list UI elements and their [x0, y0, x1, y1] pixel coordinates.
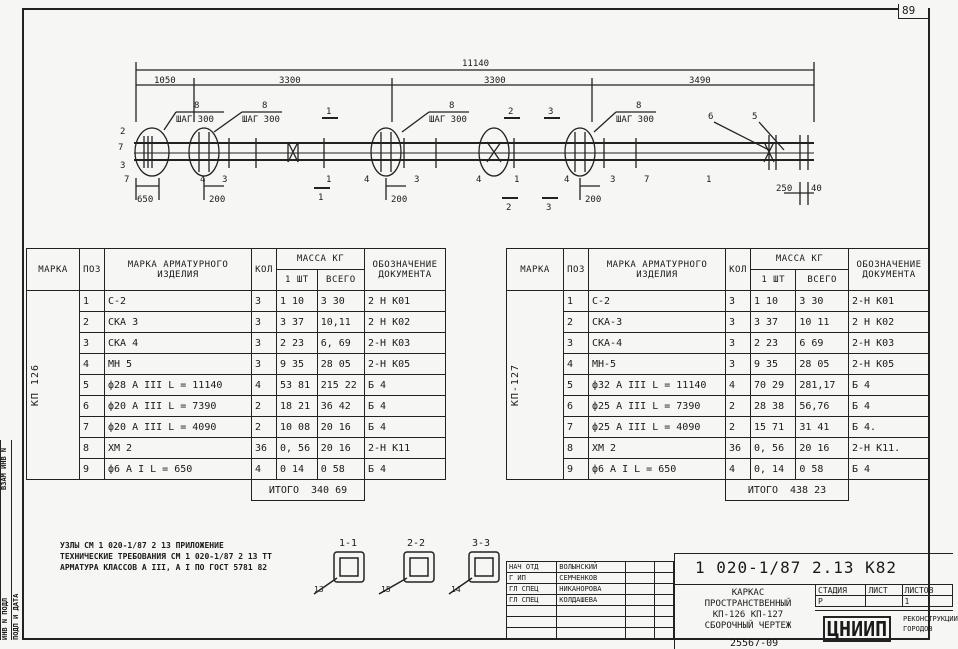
- step-text-3: ШАГ 300: [429, 115, 467, 125]
- table-row: 6 ф20 А III L = 7390 2 18 21 36 42 Б 4: [27, 396, 446, 417]
- callout-7c: 7: [644, 175, 650, 185]
- side-label-3: ВЗАМ ИНВ N: [0, 447, 8, 490]
- dim-4: 3490: [689, 76, 711, 86]
- subdim-5: 250: [776, 184, 793, 194]
- subdim-3: 200: [391, 195, 408, 205]
- document-name: КАРКАС ПРОСТРАНСТВЕННЫЙ КП-126 КП-127 СБОРОЧНЫЙ ЧЕРТЕЖ: [704, 588, 792, 631]
- dim-1: 1050: [154, 76, 176, 86]
- subdim-2: 200: [209, 195, 226, 205]
- table-row: 9 ф6 А I L = 650 4 0, 14 0 58 Б 4: [507, 459, 930, 480]
- step-text-4: ШАГ 300: [616, 115, 654, 125]
- col-marka-izd: МАРКА АРМАТУРНОГО ИЗДЕЛИЯ: [105, 249, 252, 291]
- spec-table-kp127: МАРКА ПОЗ МАРКА АРМАТУРНОГО ИЗДЕЛИЯ КОЛ МАССА КГ ОБОЗНАЧЕНИЕ ДОКУМЕНТА 1 ШТ ВСЕГО КП-127 1 С-2 3 1 10 3 30 2-Н К01 2 СКА-3 3 3 37 10 11 2 Н К02 3 СКА-4 3 2 23 6 69 2-Н К03 4 МН-5 3 9 35 28 05 2-Н К05 5 ф32 А III L = 11140 4 70 29 281,17 Б 4 6 ф25 А III L = 7390 2 28 38 56,76 Б 4 7 ф25 А III L = 4090 2 15 71 31 41 Б 4. 8 ХМ 2 36 0, 56 20 16 2-Н К11. 9 ф6 А I L = 650 4 0, 14 0 58 Б 4 ИТОГО 438 23: [506, 248, 930, 501]
- callout-4c: 4: [476, 175, 482, 185]
- table-row: КП-127 1 С-2 3 1 10 3 30 2-Н К01: [507, 291, 930, 312]
- section-mark-1: 1: [326, 107, 332, 117]
- table-row: 8 ХМ 2 36 0, 56 20 16 2-Н К11.: [507, 438, 930, 459]
- notes: УЗЛЫ СМ 1 020-1/87 2 13 ПРИЛОЖЕНИЕ ТЕХНИЧЕСКИЕ ТРЕБОВАНИЯ СМ 1 020-1/87 2 13 ТТ АРМАТУРА КЛАССОВ А III, А I ПО ГОСТ 5781 82: [60, 541, 272, 572]
- table-row: КП 126 1 С-2 3 1 10 3 30 2 Н К01: [27, 291, 446, 312]
- bottom-number: 25567-09: [730, 638, 779, 649]
- table-row: 4 МН-5 3 9 35 28 05 2-Н К05: [507, 354, 930, 375]
- callout-7: 7: [118, 143, 124, 153]
- callout-6: 6: [708, 112, 714, 122]
- signature-stamp: НАЧ ОТД ВОЛЫНСКИЙ Г ИП СЕМЧЕНКОВ ГЛ СПЕЦ НИКАНОРОВА ГЛ СПЕЦ КОЛДАШЕВА: [506, 561, 674, 639]
- callout-1c: 1: [326, 175, 332, 185]
- col-doc: ОБОЗНАЧЕНИЕ ДОКУМЕНТА: [365, 249, 446, 291]
- callout-1b: 1: [706, 175, 712, 185]
- step-text-2: ШАГ 300: [242, 115, 280, 125]
- title-block: [674, 553, 958, 649]
- document-code: 1 020-1/87 2.13 К82: [695, 558, 898, 577]
- callout-4: 4: [200, 175, 206, 185]
- callout-7b: 7: [124, 175, 130, 185]
- col-marka: МАРКА: [27, 249, 80, 291]
- callout-2: 2: [120, 127, 126, 137]
- col-kol: КОЛ: [252, 249, 277, 291]
- table-row: 3 СКА-4 3 2 23 6 69 2-Н К03: [507, 333, 930, 354]
- stage-table: СТАДИЯ ЛИСТ ЛИСТОВ Р 1: [815, 584, 953, 607]
- dim-3: 3300: [484, 76, 506, 86]
- callout-4b: 4: [364, 175, 370, 185]
- section-mark-2: 2: [508, 107, 514, 117]
- org-logo: ЦНИИП: [823, 616, 891, 642]
- section-2-label: 2-2: [407, 538, 426, 549]
- total-row: ИТОГО 340 69: [27, 480, 446, 501]
- org-name: РЕКОНСТРУКЦИИ ГОРОДОВ: [903, 615, 958, 633]
- callout-3d: 3: [610, 175, 616, 185]
- callout-1a: 1: [514, 175, 520, 185]
- table-row: 6 ф25 А III L = 7390 2 28 38 56,76 Б 4: [507, 396, 930, 417]
- section-2-bar: 15: [381, 585, 391, 594]
- section-mark-3b: 3: [546, 203, 552, 213]
- table-row: 7 ф25 А III L = 4090 2 15 71 31 41 Б 4.: [507, 417, 930, 438]
- callout-3: 3: [120, 161, 126, 171]
- table-row: 8 ХМ 2 36 0, 56 20 16 2-Н К11: [27, 438, 446, 459]
- col-poz: ПОЗ: [80, 249, 105, 291]
- table-row: 2 СКА 3 3 3 37 10,11 2 Н К02: [27, 312, 446, 333]
- dim-2: 3300: [279, 76, 301, 86]
- step-text-1: ШАГ 300: [176, 115, 214, 125]
- section-mark-3: 3: [548, 107, 554, 117]
- table-row: 9 ф6 А I L = 650 4 0 14 0 58 Б 4: [27, 459, 446, 480]
- callout-5: 5: [752, 112, 758, 122]
- table-row: 5 ф32 А III L = 11140 4 70 29 281,17 Б 4: [507, 375, 930, 396]
- section-mark-1b: 1: [318, 193, 324, 203]
- total-dimension: 11140: [462, 59, 490, 69]
- step-num-4: 8: [636, 101, 642, 111]
- subdim-6: 40: [811, 184, 822, 194]
- spec-table-kp126: [26, 248, 446, 501]
- col-vsego: ВСЕГО: [317, 270, 364, 291]
- sheet-number: 89: [898, 4, 928, 19]
- section-1-bar: 13: [314, 585, 324, 594]
- callout-3c: 3: [414, 175, 420, 185]
- mark-cell: КП-127: [507, 291, 564, 480]
- table-row: 3 СКА 4 3 2 23 6, 69 2-Н К03: [27, 333, 446, 354]
- mark-cell: КП 126: [27, 291, 80, 480]
- table-row: 7 ф20 А III L = 4090 2 10 08 20 16 Б 4: [27, 417, 446, 438]
- section-1-label: 1-1: [339, 538, 358, 549]
- table-row: 4 МН 5 3 9 35 28 05 2-Н К05: [27, 354, 446, 375]
- table-row: 2 СКА-3 3 3 37 10 11 2 Н К02: [507, 312, 930, 333]
- step-num-2: 8: [262, 101, 268, 111]
- col-massa: МАССА КГ: [277, 249, 365, 270]
- callout-4d: 4: [564, 175, 570, 185]
- section-mark-2b: 2: [506, 203, 512, 213]
- section-3-label: 3-3: [472, 538, 491, 549]
- section-3-bar: 14: [451, 585, 461, 594]
- callout-3b: 3: [222, 175, 228, 185]
- table-row: 5 ф28 А III L = 11140 4 53 81 215 22 Б 4: [27, 375, 446, 396]
- step-num-3: 8: [449, 101, 455, 111]
- step-num-1: 8: [194, 101, 200, 111]
- cross-sections: [309, 530, 509, 620]
- subdim-4: 200: [585, 195, 602, 205]
- frame-elevation-drawing: [24, 10, 928, 250]
- side-labels: ИНВ N ПОДЛ ПОДП И ДАТА: [0, 440, 22, 640]
- col-sht: 1 ШТ: [277, 270, 318, 291]
- subdim-1: 650: [137, 195, 154, 205]
- drawing-sheet: [22, 4, 958, 641]
- total-row: ИТОГО 438 23: [507, 480, 930, 501]
